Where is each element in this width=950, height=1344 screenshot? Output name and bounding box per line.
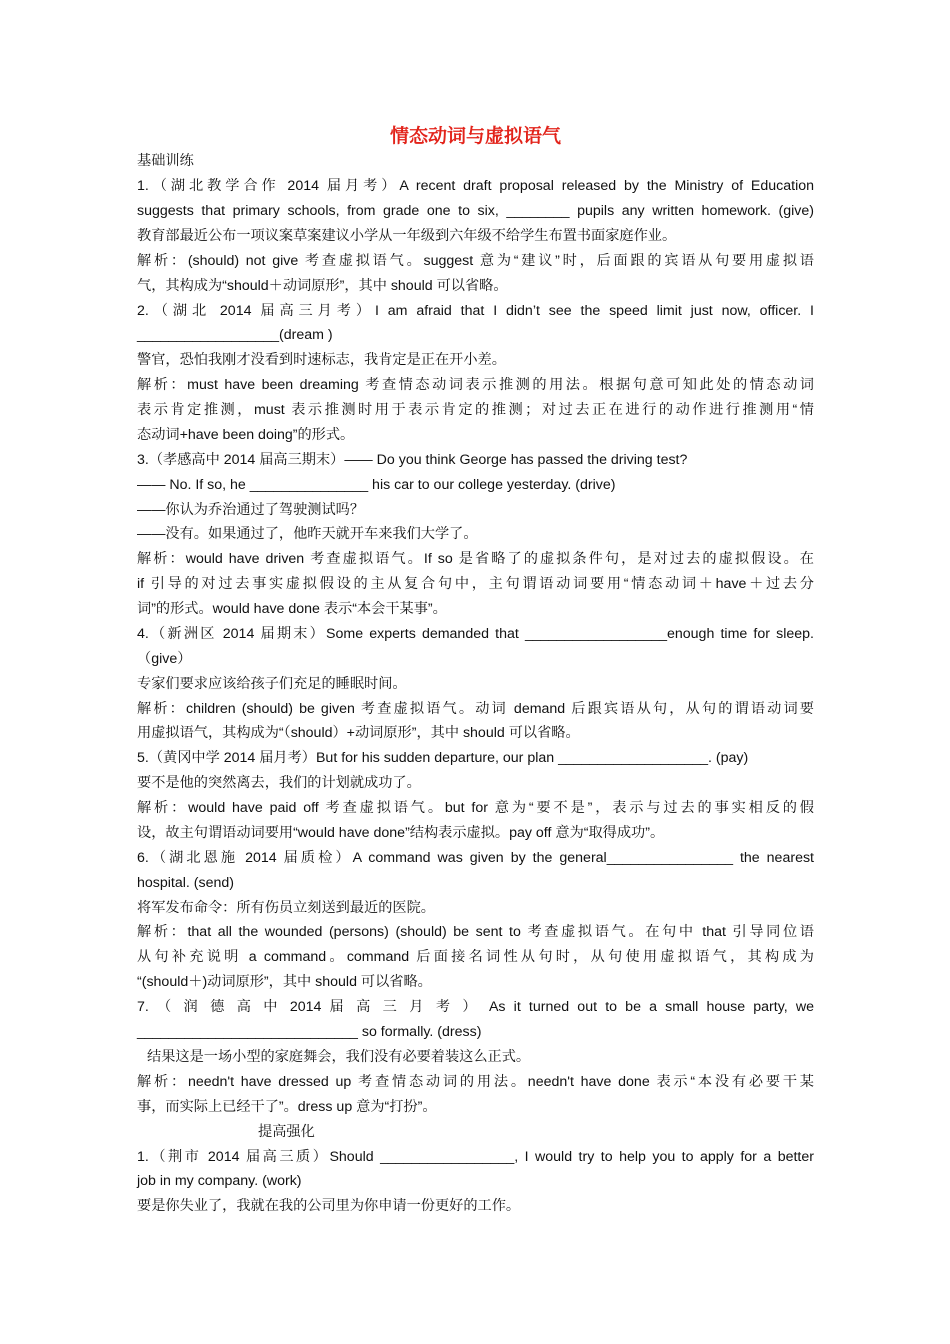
text-line: 解析：children (should) be given 考查虚拟语气。动词 demand 后跟宾语从句，从句的谓语动词要	[137, 701, 814, 717]
text-line: 结果这是一场小型的家庭舞会，我们没有必要着装这么正式。	[147, 1049, 531, 1065]
text-line: __________________(dream )	[137, 327, 333, 343]
page-title: 情态动词与虚拟语气	[389, 125, 561, 147]
text-line: if 引导的对过去事实虚拟假设的主从复合句中，主句谓语动词要用“情态动词＋have＋过去分	[137, 576, 814, 592]
text-line: 设，故主句谓语动词要用“would have done”结构表示虚拟。pay off 意为“取得成功”。	[137, 825, 665, 841]
text-line: ——你认为乔治通过了驾驶测试吗？	[137, 502, 365, 518]
text-line: 解析：that all the wounded (persons) (should) be sent to 考查虚拟语气。在句中 that 引导同位语	[137, 924, 814, 940]
section-heading-basic: 基础训练	[137, 153, 194, 169]
text-line: ____________________________ so formally. (dress)	[137, 1024, 482, 1040]
text-line: 5.（黄冈中学 2014 届月考）But for his sudden departure, our plan ___________________. (pay)	[137, 750, 749, 766]
text-line: 从句补充说明 a command。command 后面接名词性从句时，从句使用虚拟语气，其构成为	[137, 949, 814, 965]
text-line: 用虚拟语气，其构成为“（should）+动词原形”，其中 should 可以省略。	[137, 725, 580, 741]
text-line: 解析：would have paid off 考查虚拟语气。but for 意为“要不是”，表示与过去的事实相反的假	[137, 800, 814, 816]
text-line: “(should＋)动词原形”，其中 should 可以省略。	[137, 974, 432, 990]
text-line: 4.（新洲区 2014 届期末）Some experts demanded that __________________enough time for sleep.	[137, 626, 814, 642]
text-line: 7. （ 润 德 高 中 2014 届 高 三 月 考 ） As it turned out to be a small house party, we	[137, 999, 814, 1015]
text-line: 态动词+have been doing”的形式。	[137, 427, 355, 443]
text-line: 解析：needn't have dressed up 考查情态动词的用法。needn't have done 表示“本没有必要干某	[137, 1074, 814, 1090]
text-line: 将军发布命令：所有伤员立刻送到最近的医院。	[137, 900, 435, 916]
text-line: 3.（孝感高中 2014 届高三期末）—— Do you think George has passed the driving test?	[137, 452, 688, 468]
text-line: 警官，恐怕我刚才没看到时速标志，我肯定是正在开小差。	[137, 352, 506, 368]
text-line: —— No. If so, he _______________ his car to our college yesterday. (drive)	[137, 477, 616, 493]
text-line: 解析：must have been dreaming 考查情态动词表示推测的用法。根据句意可知此处的情态动词	[137, 377, 814, 393]
text-line: （give）	[137, 651, 192, 667]
text-line: 要是你失业了，我就在我的公司里为你申请一份更好的工作。	[137, 1198, 521, 1214]
text-line: suggests that primary schools, from grade one to six, ________ pupils any written homework. (give)	[137, 203, 814, 219]
text-line: 6.（湖北恩施 2014 届质检）A command was given by the general________________ the nearest	[137, 850, 814, 866]
text-line: 专家们要求应该给孩子们充足的睡眠时间。	[137, 676, 407, 692]
text-line: 解析：would have driven 考查虚拟语气。If so 是省略了的虚拟条件句，是对过去的虚拟假设。在	[137, 551, 814, 567]
text-line: 1.（湖北教学合作 2014 届月考）A recent draft proposal released by the Ministry of Education	[137, 178, 814, 194]
text-line: job in my company. (work)	[137, 1173, 302, 1189]
text-line: 教育部最近公布一项议案草案建议小学从一年级到六年级不给学生布置书面家庭作业。	[137, 228, 677, 244]
text-line: 解析：(should) not give 考查虚拟语气。suggest 意为“建议”时，后面跟的宾语从句要用虚拟语	[137, 253, 814, 269]
text-line: 事，而实际上已经干了”。dress up 意为“打扮”。	[137, 1099, 437, 1115]
text-line: 1.（荆市 2014 届高三质）Should _________________, I would try to help you to apply for a better	[137, 1149, 814, 1165]
text-line: hospital. (send)	[137, 875, 234, 891]
section-heading-advanced: 提高强化	[258, 1124, 315, 1140]
text-line: ——没有。如果通过了，他昨天就开车来我们大学了。	[137, 526, 478, 542]
text-line: 气，其构成为“should＋动词原形”，其中 should 可以省略。	[137, 278, 508, 294]
text-line: 要不是他的突然离去，我们的计划就成功了。	[137, 775, 421, 791]
text-line: 表示肯定推测，must 表示推测时用于表示肯定的推测；对过去正在进行的动作进行推测用“情	[137, 402, 814, 418]
text-line: 词”的形式。would have done 表示“本会干某事”。	[137, 601, 447, 617]
text-line: 2.（湖北 2014 届高三月考）I am afraid that I didn’t see the speed limit just now, officer. I	[137, 303, 814, 319]
